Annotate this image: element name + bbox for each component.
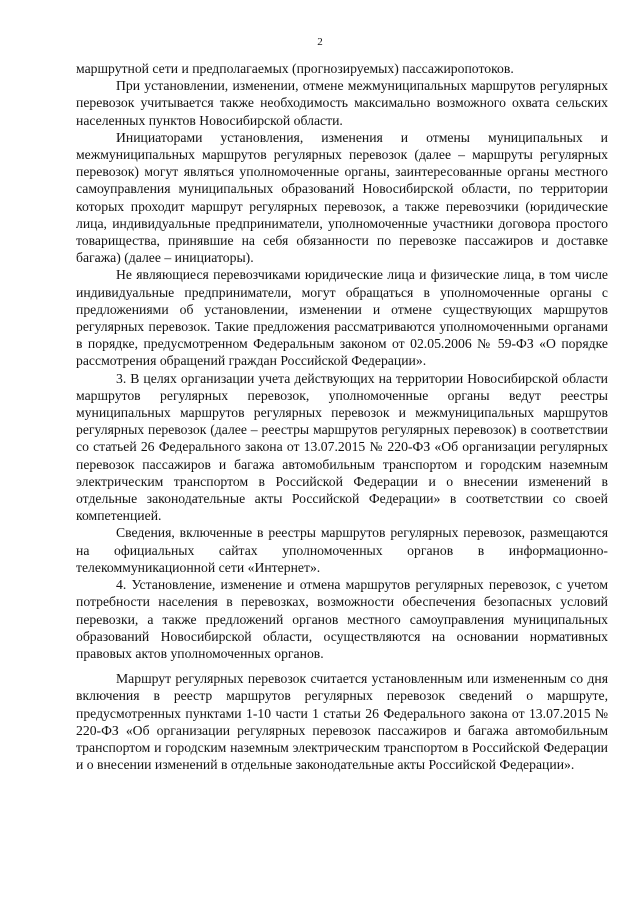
paragraph: Не являющиеся перевозчиками юридические лица и физические лица, в том числе индивидуальные предприниматели, могут обращаться в уполномоченные органы с предложениями об установлении, изменении и отмене существующих маршрутов регулярных перевозок. Такие предложения рассматриваются уполномоченными органами в порядке, предусмотренном Федеральным законом от 02.05.2006 № 59-ФЗ «О порядке рассмотрения обращений граждан Российской Федерации». <box>76 267 608 369</box>
paragraph: 4. Установление, изменение и отмена маршрутов регулярных перевозок, с учетом потребности населения в перевозках, возможности обеспечения безопасных условий перевозки, а также предложений органов местного самоуправления муниципальных образований Новосибирской области, осуществляются на основании нормативных правовых актов уполномоченных органов. <box>76 577 608 661</box>
paragraph: Маршрут регулярных перевозок считается установленным или измененным со дня включения в реестр маршрутов регулярных перевозок сведений о маршруте, предусмотренных пунктами 1-10 части 1 статьи 26 Федерального закона от 13.07.2015 № 220-ФЗ «Об организации регулярных перевозок пассажиров и багажа автомобильным транспортом и городским наземным электрическим транспортом в Российской Федерации и о внесении изменений в отдельные законодательные акты Российской Федерации». <box>76 671 608 773</box>
page-number: 2 <box>317 36 323 48</box>
paragraph: 3. В целях организации учета действующих на территории Новосибирской области маршрутов регулярных перевозок, уполномоченные органы ведут реестры муниципальных маршрутов регулярных перевозок и межмуниципальных маршрутов регулярных перевозок (далее – реестры маршрутов регулярных перевозок) в соответствии со статьей 26 Федерального закона от 13.07.2015 № 220-ФЗ «Об организации регулярных перевозок пассажиров и багажа автомобильным транспортом и городским наземным электрическим транспортом в Российской Федерации и о внесении изменений в отдельные законодательные акты Российской Федерации» в соответствии со своей компетенцией. <box>76 370 608 524</box>
document-body <box>76 60 608 773</box>
paragraph: При установлении, изменении, отмене межмуниципальных маршрутов регулярных перевозок учитывается также необходимость максимально возможного охвата сельских населенных пунктов Новосибирской области. <box>76 78 608 128</box>
paragraph: Сведения, включенные в реестры маршрутов регулярных перевозок, размещаются на официальных сайтах уполномоченных органов в информационно-телекоммуникационной сети «Интернет». <box>76 525 608 575</box>
paragraph: Инициаторами установления, изменения и отмены муниципальных и межмуниципальных маршрутов регулярных перевозок (далее – маршруты регулярных перевозок) могут являться уполномоченные органы, заинтересованные органы местного самоуправления муниципальных образований Новосибирской области, по территории которых проходит маршрут регулярных перевозок, а также перевозчики (юридические лица, индивидуальные предприниматели, уполномоченные участники договора простого товарищества, принявшие на себя обязанности по перевозке пассажиров и доставке багажа) (далее – инициаторы). <box>76 129 608 266</box>
paragraph: маршрутной сети и предполагаемых (прогнозируемых) пассажиропотоков. <box>76 61 514 76</box>
